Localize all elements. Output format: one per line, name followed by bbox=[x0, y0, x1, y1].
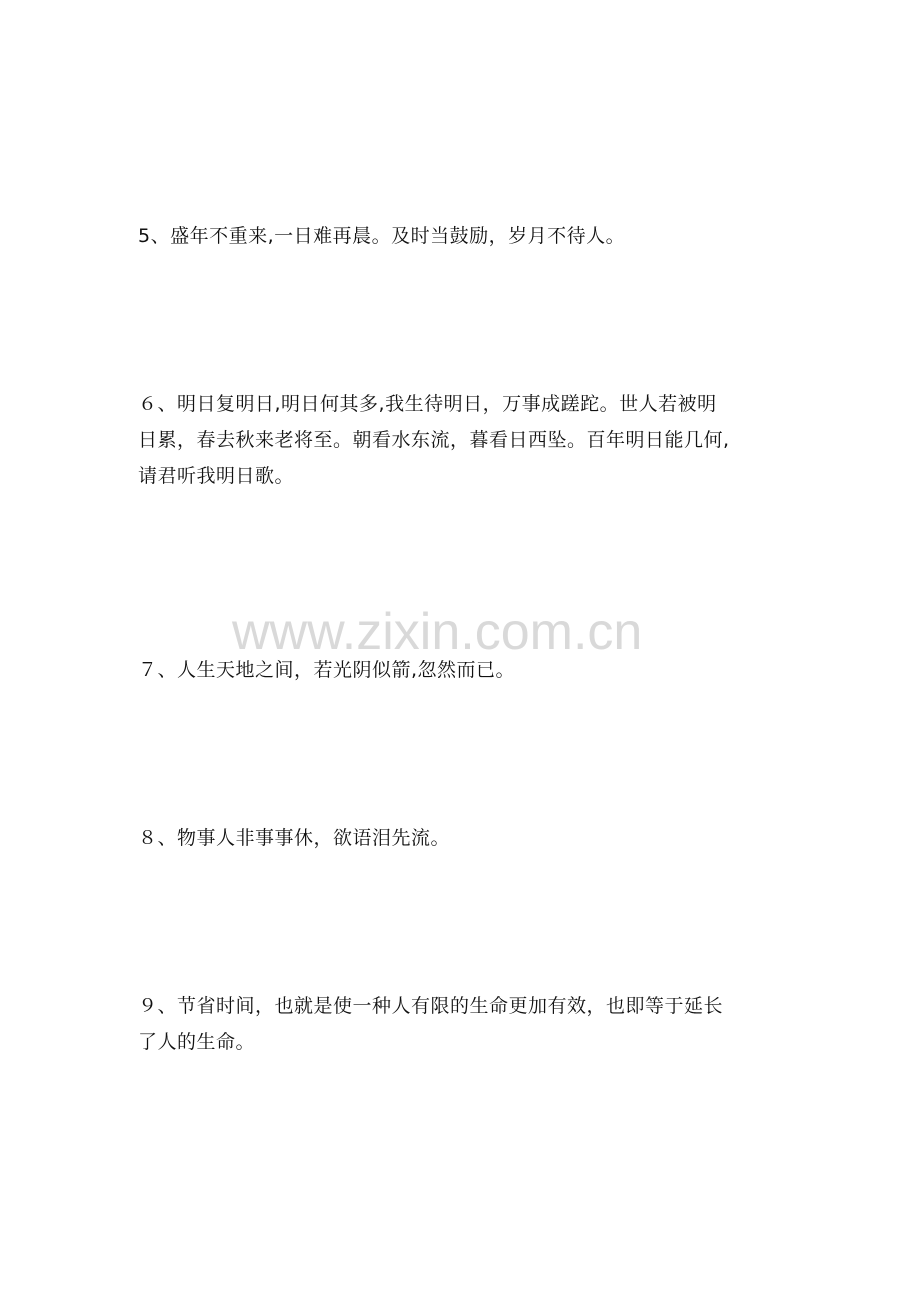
quote-item-6 bbox=[138, 386, 788, 494]
quote-item-8 bbox=[138, 820, 788, 856]
quote-line: ８、物事人非事事休，欲语泪先流。 bbox=[138, 827, 451, 849]
quote-item-7 bbox=[138, 652, 788, 688]
quote-line: 5、盛年不重来,一日难再晨。及时当鼓励，岁月不待人。 bbox=[138, 225, 626, 247]
quote-line: 了人的生命。 bbox=[138, 1031, 256, 1053]
quote-line: 日累，春去秋来老将至。朝看水东流，暮看日西坠。百年明日能几何, bbox=[138, 429, 730, 451]
quote-line: ９、节省时间，也就是使一种人有限的生命更加有效，也即等于延长 bbox=[138, 995, 724, 1017]
quote-item-5 bbox=[138, 218, 788, 254]
quote-item-9 bbox=[138, 988, 788, 1060]
quote-line: ７、人生天地之间，若光阴似箭,忽然而已。 bbox=[138, 659, 516, 681]
watermark: www.zixin.com.cn bbox=[232, 603, 643, 661]
quote-line: ６、明日复明日,明日何其多,我生待明日，万事成蹉跎。世人若被明 bbox=[138, 393, 717, 415]
quote-line: 请君听我明日歌。 bbox=[138, 465, 295, 487]
